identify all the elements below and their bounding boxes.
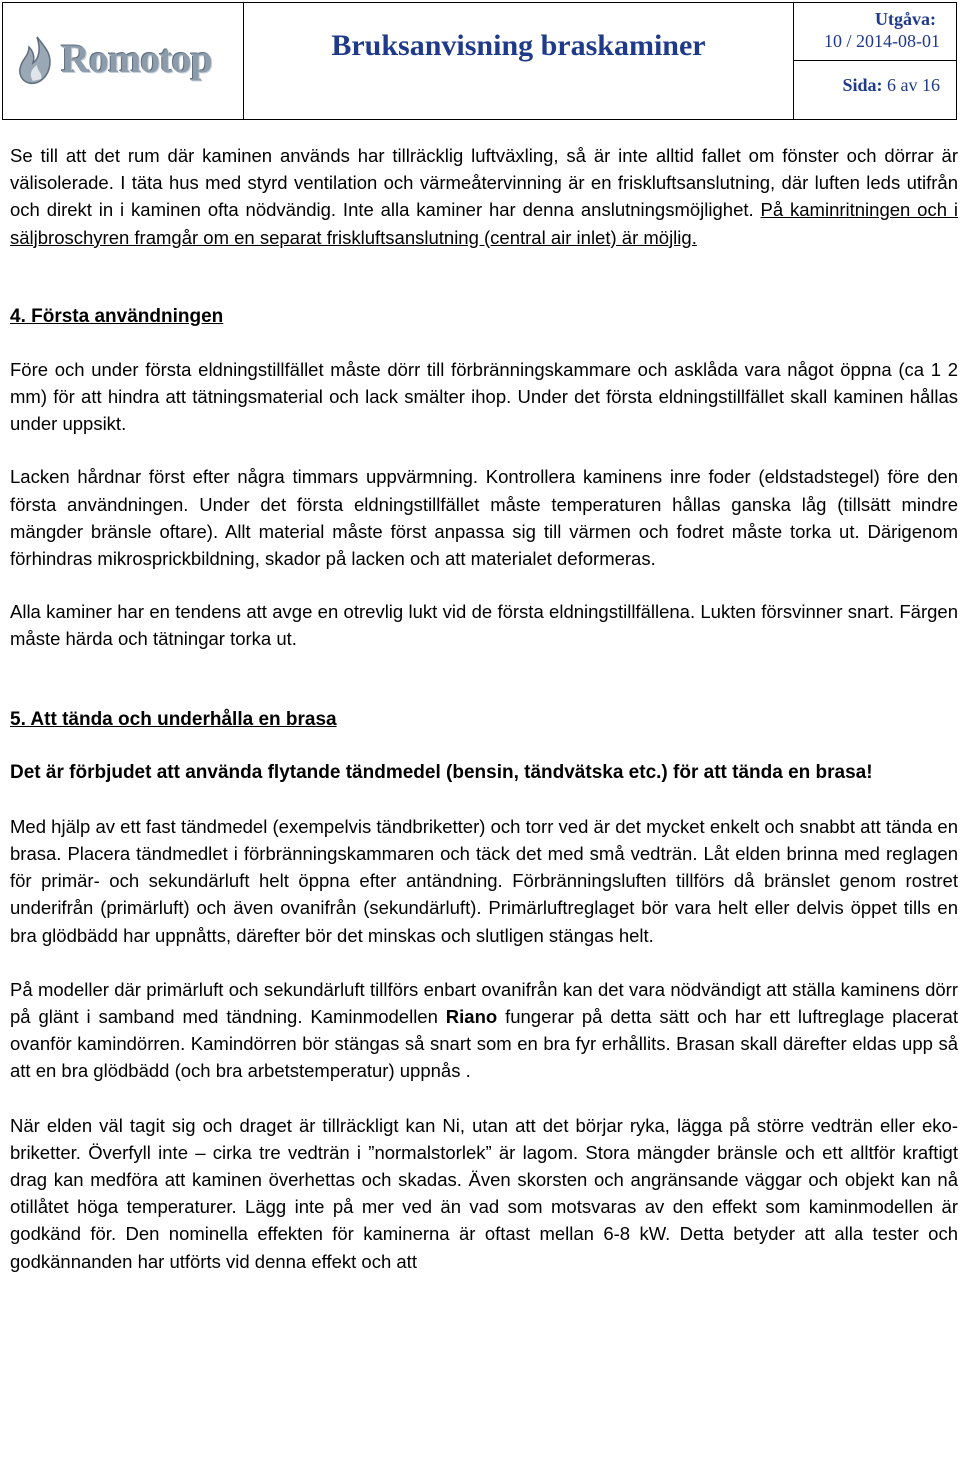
ventilation-paragraph (10, 142, 958, 251)
warning-text: Det är förbjudet att använda flytande tändmedel (bensin, tändvätska etc.) för att tända en brasa! (10, 761, 873, 783)
section-heading-4: 4. Första användningen (10, 305, 224, 327)
logo-cell (3, 3, 244, 119)
ventilation-note-underlined: På kaminritningen och i säljbroschyren framgår om en separat friskluftsanslutning (central air inlet) är möjlig. (10, 199, 958, 248)
logo-text: Romotop (61, 36, 212, 81)
ventilation-text: Se till att det rum där kaminen används har tillräcklig luftväxling, så är inte alltid fallet om fönster och dörrar är välisolerade. I täta hus med styrd ventilation och värmeåtervinning är en friskluftsanslutning, där luften leds utifrån och direkt in i kaminen ofta nödvändig. Inte alla kaminer har denna anslutningsmöjlighet. (10, 145, 958, 221)
section-heading-5: 5. Att tända och underhålla en brasa (10, 708, 337, 730)
riano-text-a: På modeller där primärluft och sekundärluft tillförs enbart ovanifrån kan det vara nödvändigt att ställa kaminens dörr på glänt i samband med tändning. Kaminmodellen (10, 978, 958, 1028)
edition-box (794, 3, 956, 61)
romotop-logo (15, 33, 235, 89)
document-header (2, 2, 957, 120)
document-title: Bruksanvisning braskaminer (331, 29, 706, 62)
edition-value: 10 / 2014-08-01 (824, 31, 940, 51)
riano-model-name: Riano (445, 1006, 498, 1028)
paragraph-odor: Alla kaminer har en tendens att avge en otrevlig lukt vid de första eldningstillfällena. Lukten försvinner snart. Färgen måste härda och tätningar torka ut. (10, 601, 958, 650)
page-indicator (842, 75, 940, 96)
riano-text-b: fungerar på detta sätt och har ett luftreglage placerat ovanför kamindörren. Kamindörren bör stängas så snart som en bra fyr erhållits. Brasan skall därefter eldas upp så att en bra glödbädd (och bra arbetstemperatur) uppnås . (10, 1006, 958, 1082)
page-value: 6 av 16 (887, 75, 940, 95)
paragraph-lighting: Med hjälp av ett fast tändmedel (exempelvis tändbriketter) och torr ved är det mycket enkelt och snabbt att tända en brasa. Placera tändmedlet i förbränningskammaren och täck det med små vedträn. Låt elden brinna med reglagen för primär- och sekundärluft helt öppna efter antändning. Förbränningsluften tillförs då bränslet genom rostret underifrån (primärluft) och även ovanifrån (sekundärluft). Primärluftreglaget bör vara helt eller delvis öppet tills en bra glödbädd har uppnåtts, därefter bör det minskas och slutligen stängas helt. (10, 815, 958, 946)
paragraph-lacquer: Lacken hårdnar först efter några timmars uppvärmning. Kontrollera kaminens inre foder (eldstadstegel) före den första användningen. Under det första eldningstillfället måste temperaturen hållas ganska låg (tillsätt mindre mängder bränsle oftare). Allt material måste först anpassa sig till värmen och fodret måste torka ut. Därigenom förhindras mikrosprickbildning, skador på lacken och att materialet deformeras. (10, 466, 958, 570)
page-label: Sida: (842, 75, 883, 95)
paragraph-fueling: När elden väl tagit sig och draget är tillräckligt kan Ni, utan att det börjar ryka, lägga på större vedträn eller eko-briketter. Överfyll inte – cirka tre vedträn i ”normalstorlek” är lagom. Stora mängder bränsle och ett alltför kraftigt drag kan medföra att kaminen överhettas och skadas. Även skorsten och angränsande väggar och objekt kan nå otillåtet höga temperaturer. Lägg inte på mer ved än vad som motsvaras av den effekt som kaminmodellen är godkänd för. Den nominella effekten för kaminerna är oftast mellan 6-8 kW. Detta betyder att alla tester och godkännanden har utförts vid denna effekt och att (10, 1114, 958, 1272)
edition-label: Utgåva: (875, 9, 936, 29)
document-body (10, 142, 958, 1275)
flame-icon (15, 35, 59, 87)
paragraph-first-use: Före och under första eldningstillfället måste dörr till förbränningskammare och asklåda vara något öppna (ca 1 2 mm) för att hindra att tätningsmaterial och lack smälter ihop. Under det första eldningstillfället skall kaminen hållas under uppsikt. (10, 358, 958, 435)
title-cell (244, 3, 794, 119)
paragraph-riano (10, 976, 958, 1085)
meta-cell (794, 3, 956, 119)
